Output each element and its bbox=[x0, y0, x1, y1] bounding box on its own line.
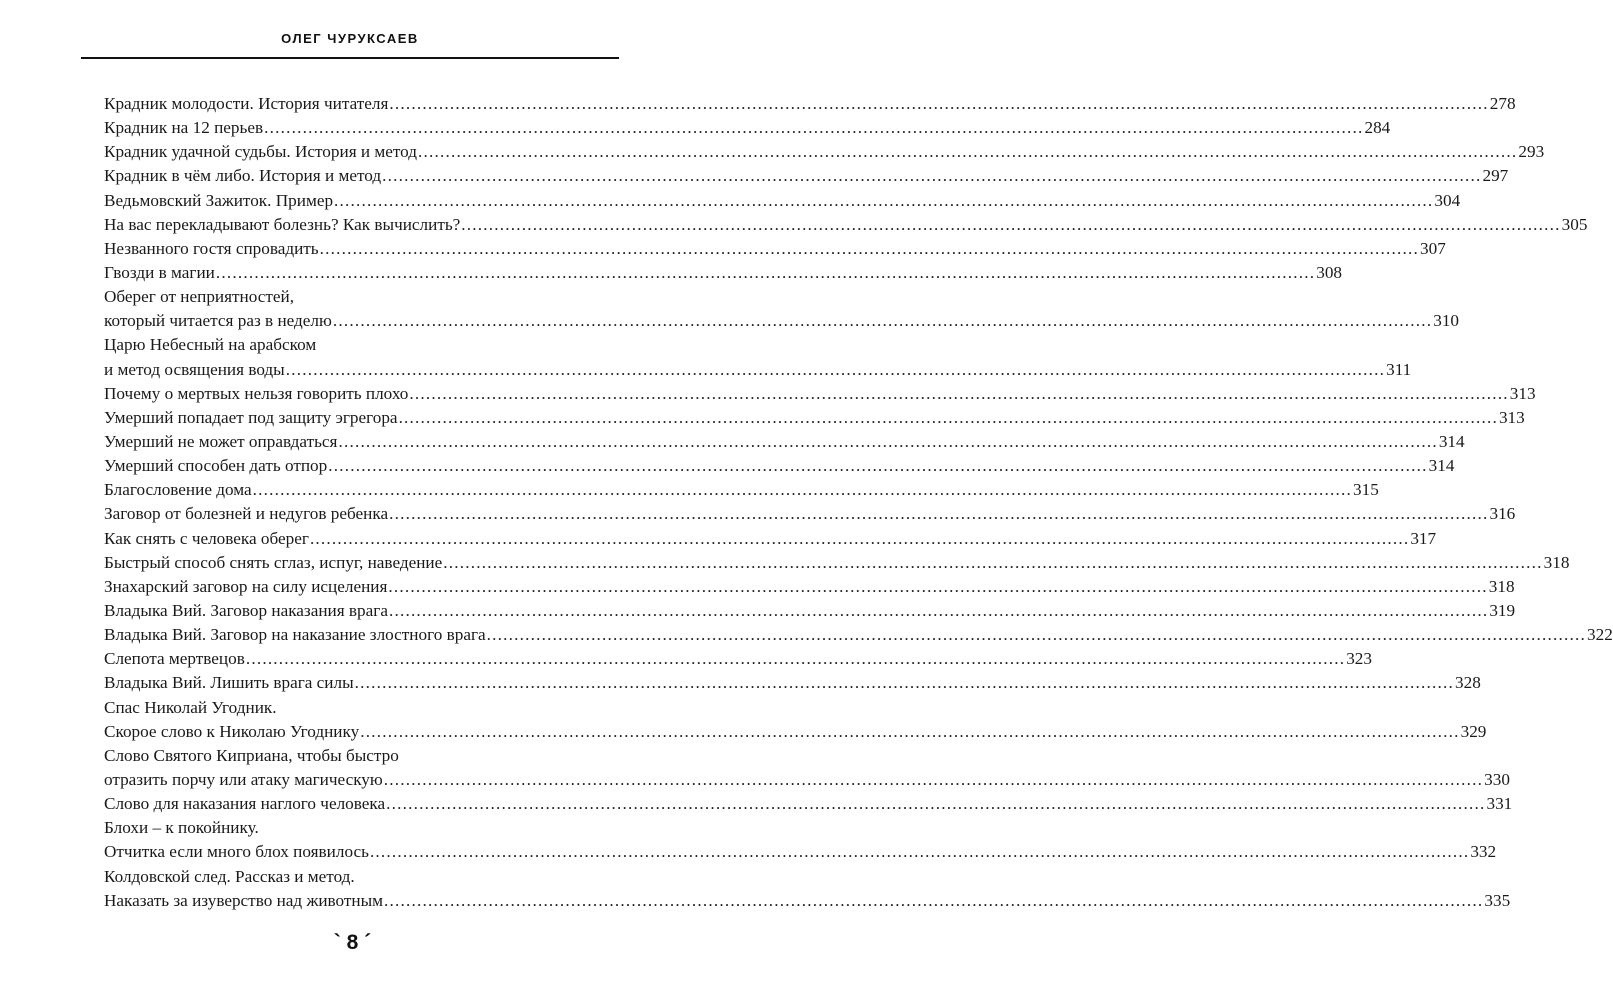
toc-entry-title: Незванного гостя спровадить bbox=[104, 238, 319, 258]
dot-leader: ........................................................................................................................................................................................................ bbox=[389, 94, 1489, 113]
toc-entry bbox=[104, 696, 1487, 744]
toc-entry-title: На вас перекладывают болезнь? Как вычислить? bbox=[104, 214, 461, 234]
running-header bbox=[81, 30, 619, 48]
toc-entry bbox=[104, 623, 1613, 647]
toc-entry bbox=[104, 406, 1525, 430]
dot-leader: ........................................................................................................................................................................................................ bbox=[334, 190, 1434, 210]
toc-entry bbox=[104, 551, 1570, 575]
toc-entry-page: 331 bbox=[1486, 794, 1513, 814]
author-name: ОЛЕГ ЧУРУКСАЕВ bbox=[281, 31, 419, 46]
toc-entry-title-line: Слово Святого Киприана, чтобы быстро bbox=[104, 745, 399, 765]
dot-leader: ........................................................................................................................................................................................................ bbox=[360, 721, 1460, 741]
toc-entry-leader-line bbox=[104, 454, 1455, 478]
toc-entry-page: 329 bbox=[1460, 721, 1487, 741]
toc-entry-title: Отчитка если много блох появилось bbox=[104, 842, 369, 862]
dot-leader: ........................................................................................................................................................................................................ bbox=[443, 552, 1543, 572]
dot-leader: ........................................................................................................................................................................................................ bbox=[309, 528, 1410, 548]
toc-entry bbox=[104, 213, 1588, 237]
toc-entry bbox=[104, 647, 1372, 671]
toc-entry-page: 311 bbox=[1386, 359, 1412, 379]
dot-leader: ........................................................................................................................................................................................................ bbox=[245, 649, 1346, 669]
toc-entry-title: Умерший не может оправдаться bbox=[104, 431, 338, 451]
toc-entry-leader-line bbox=[104, 382, 1536, 406]
toc-entry-page: 278 bbox=[1489, 94, 1516, 113]
toc-entry-title: который читается раз в неделю bbox=[104, 311, 332, 331]
toc-entry-title: Гвозди в магии bbox=[104, 262, 215, 282]
toc-entry bbox=[104, 116, 1391, 140]
toc-entry-page: 332 bbox=[1470, 842, 1497, 862]
toc-entry-title: Быстрый способ снять сглаз, испуг, наведение bbox=[104, 552, 443, 572]
toc-entry-page: 318 bbox=[1488, 576, 1515, 596]
toc-entry-title: Умерший попадает под защиту эгрегора bbox=[104, 407, 398, 427]
dot-leader: ........................................................................................................................................................................................................ bbox=[409, 383, 1509, 403]
toc-entry bbox=[104, 865, 1511, 913]
toc-entry-title: и метод освящения воды bbox=[104, 359, 285, 379]
toc-entry-title: Наказать за изуверство над животным bbox=[104, 890, 384, 910]
toc-entry bbox=[104, 237, 1446, 261]
toc-entry bbox=[104, 430, 1465, 454]
toc-entry-title: Как снять с человека оберег bbox=[104, 528, 309, 548]
toc-entry-page: 322 bbox=[1587, 625, 1613, 645]
dot-leader: ........................................................................................................................................................................................................ bbox=[369, 842, 1470, 862]
toc-entry-page: 310 bbox=[1433, 311, 1459, 331]
toc-entry-title: Умерший способен дать отпор bbox=[104, 456, 328, 476]
dot-leader: ........................................................................................................................................................................................................ bbox=[319, 238, 1420, 258]
toc-entry-leader-line bbox=[104, 671, 1481, 695]
dot-leader: ........................................................................................................................................................................................................ bbox=[388, 576, 1488, 596]
toc-entry-title-line: Спас Николай Угодник. bbox=[104, 697, 277, 717]
toc-entry-page: 335 bbox=[1484, 890, 1511, 910]
toc-entry bbox=[104, 478, 1379, 502]
dot-leader: ........................................................................................................................................................................................................ bbox=[215, 262, 1316, 282]
toc-entry-title: Владыка Вий. Заговор наказания врага bbox=[104, 600, 388, 620]
toc-entry-leader-line bbox=[104, 92, 1516, 116]
toc-entry-leader-line bbox=[104, 575, 1515, 599]
toc-entry-page: 318 bbox=[1543, 552, 1570, 572]
dot-leader: ........................................................................................................................................................................................................ bbox=[252, 480, 1353, 500]
toc-entry-leader-line bbox=[104, 116, 1391, 140]
table-of-contents bbox=[104, 92, 1613, 913]
toc-entry-leader-line bbox=[104, 527, 1437, 551]
toc-entry-page: 313 bbox=[1509, 383, 1536, 403]
toc-entry-page: 304 bbox=[1434, 190, 1461, 210]
toc-entry-leader-line bbox=[104, 309, 1459, 333]
toc-entry-page: 293 bbox=[1518, 142, 1545, 162]
toc-entry-page: 315 bbox=[1353, 480, 1379, 500]
toc-entry bbox=[104, 382, 1536, 406]
dot-leader: ........................................................................................................................................................................................................ bbox=[382, 166, 1482, 186]
toc-entry-page: 317 bbox=[1410, 528, 1437, 548]
toc-entry-leader-line bbox=[104, 551, 1570, 575]
toc-entry bbox=[104, 527, 1437, 551]
toc-entry bbox=[104, 816, 1497, 864]
toc-entry-title-line: Царю Небесный на арабском bbox=[104, 335, 317, 355]
toc-entry bbox=[104, 164, 1509, 188]
toc-entry-title: отразить порчу или атаку магическую bbox=[104, 769, 383, 789]
toc-entry-page: 305 bbox=[1561, 214, 1588, 234]
toc-entry-leader-line bbox=[104, 213, 1588, 237]
toc-entry-leader-line bbox=[104, 478, 1379, 502]
toc-entry-page: 307 bbox=[1420, 238, 1446, 258]
dot-leader: ........................................................................................................................................................................................................ bbox=[328, 456, 1428, 476]
dot-leader: ........................................................................................................................................................................................................ bbox=[398, 407, 1498, 427]
toc-entry-page: 319 bbox=[1489, 600, 1516, 620]
toc-entry-title-line: Колдовской след. Рассказ и метод. bbox=[104, 866, 355, 886]
toc-entry bbox=[104, 792, 1513, 816]
toc-entry bbox=[104, 671, 1481, 695]
toc-entry-page: 314 bbox=[1428, 456, 1455, 476]
toc-entry-page: 297 bbox=[1482, 166, 1509, 186]
dot-leader: ........................................................................................................................................................................................................ bbox=[461, 214, 1561, 234]
toc-entry-title-line: Оберег от неприятностей, bbox=[104, 287, 295, 307]
dot-leader: ........................................................................................................................................................................................................ bbox=[389, 504, 1489, 524]
toc-entry-leader-line bbox=[104, 623, 1613, 647]
toc-entry-leader-line bbox=[104, 189, 1461, 213]
toc-entry-leader-line bbox=[104, 889, 1511, 913]
toc-entry-title: Владыка Вий. Лишить врага силы bbox=[104, 673, 354, 693]
toc-entry-leader-line bbox=[104, 502, 1516, 526]
toc-entry bbox=[104, 140, 1545, 164]
toc-entry-leader-line bbox=[104, 840, 1497, 864]
toc-entry bbox=[104, 333, 1412, 381]
dot-leader: ........................................................................................................................................................................................................ bbox=[418, 142, 1518, 162]
toc-entry-leader-line bbox=[104, 164, 1509, 188]
toc-entry-title: Ведьмовский Зажиток. Пример bbox=[104, 190, 334, 210]
toc-entry-title: Заговор от болезней и недугов ребенка bbox=[104, 504, 389, 524]
toc-entry-title: Крадник в чём либо. История и метод bbox=[104, 166, 382, 186]
page-number: ` 8 ´ bbox=[333, 931, 372, 954]
dot-leader: ........................................................................................................................................................................................................ bbox=[388, 600, 1489, 620]
toc-entry-leader-line bbox=[104, 406, 1525, 430]
toc-entry-title: Слово для наказания наглого человека bbox=[104, 794, 386, 814]
toc-entry-title: Скорое слово к Николаю Угоднику bbox=[104, 721, 360, 741]
toc-entry-leader-line bbox=[104, 261, 1342, 285]
toc-entry bbox=[104, 599, 1516, 623]
dot-leader: ........................................................................................................................................................................................................ bbox=[332, 311, 1433, 331]
toc-entry-page: 284 bbox=[1364, 118, 1391, 138]
toc-entry-leader-line bbox=[104, 792, 1513, 816]
dot-leader: ........................................................................................................................................................................................................ bbox=[384, 890, 1484, 910]
dot-leader: ........................................................................................................................................................................................................ bbox=[383, 769, 1484, 789]
dot-leader: ........................................................................................................................................................................................................ bbox=[354, 673, 1455, 693]
toc-entry bbox=[104, 502, 1516, 526]
toc-entry-title: Крадник на 12 перьев bbox=[104, 118, 264, 138]
dot-leader: ........................................................................................................................................................................................................ bbox=[386, 794, 1486, 814]
toc-entry-title: Владыка Вий. Заговор на наказание злостного врага bbox=[104, 625, 486, 645]
toc-entry-page: 316 bbox=[1489, 504, 1516, 524]
toc-entry-title: Крадник молодости. История читателя bbox=[104, 94, 389, 113]
toc-entry-page: 330 bbox=[1484, 769, 1510, 789]
toc-entry-page: 323 bbox=[1346, 649, 1372, 669]
dot-leader: ........................................................................................................................................................................................................ bbox=[285, 359, 1386, 379]
toc-entry-leader-line bbox=[104, 140, 1545, 164]
dot-leader: ........................................................................................................................................................................................................ bbox=[338, 431, 1438, 451]
toc-entry-leader-line bbox=[104, 720, 1487, 744]
toc-entry bbox=[104, 285, 1459, 333]
toc-entry-leader-line bbox=[104, 647, 1372, 671]
toc-entry-title-line: Блохи – к покойнику. bbox=[104, 818, 259, 838]
toc-entry-leader-line bbox=[104, 599, 1516, 623]
toc-entry-leader-line bbox=[104, 358, 1412, 382]
toc-entry bbox=[104, 261, 1342, 285]
dot-leader: ........................................................................................................................................................................................................ bbox=[486, 625, 1586, 645]
toc-entry-leader-line bbox=[104, 768, 1510, 792]
toc-entry-leader-line bbox=[104, 430, 1465, 454]
dot-leader: ........................................................................................................................................................................................................ bbox=[264, 118, 1364, 138]
toc-entry bbox=[104, 189, 1461, 213]
toc-entry bbox=[104, 92, 1516, 116]
toc-entry bbox=[104, 575, 1515, 599]
toc-entry-title: Почему о мертвых нельзя говорить плохо bbox=[104, 383, 409, 403]
toc-entry-title: Знахарский заговор на силу исцеления bbox=[104, 576, 388, 596]
toc-entry-title: Крадник удачной судьбы. История и метод bbox=[104, 142, 418, 162]
toc-entry-page: 308 bbox=[1316, 262, 1342, 282]
toc-entry-page: 328 bbox=[1455, 673, 1481, 693]
header-rule bbox=[81, 57, 619, 59]
toc-entry-page: 313 bbox=[1498, 407, 1525, 427]
toc-entry bbox=[104, 744, 1510, 792]
toc-entry-leader-line bbox=[104, 237, 1446, 261]
toc-entry bbox=[104, 454, 1455, 478]
toc-entry-page: 314 bbox=[1438, 431, 1465, 451]
toc-entry-title: Слепота мертвецов bbox=[104, 649, 245, 669]
toc-entry-title: Благословение дома bbox=[104, 480, 252, 500]
